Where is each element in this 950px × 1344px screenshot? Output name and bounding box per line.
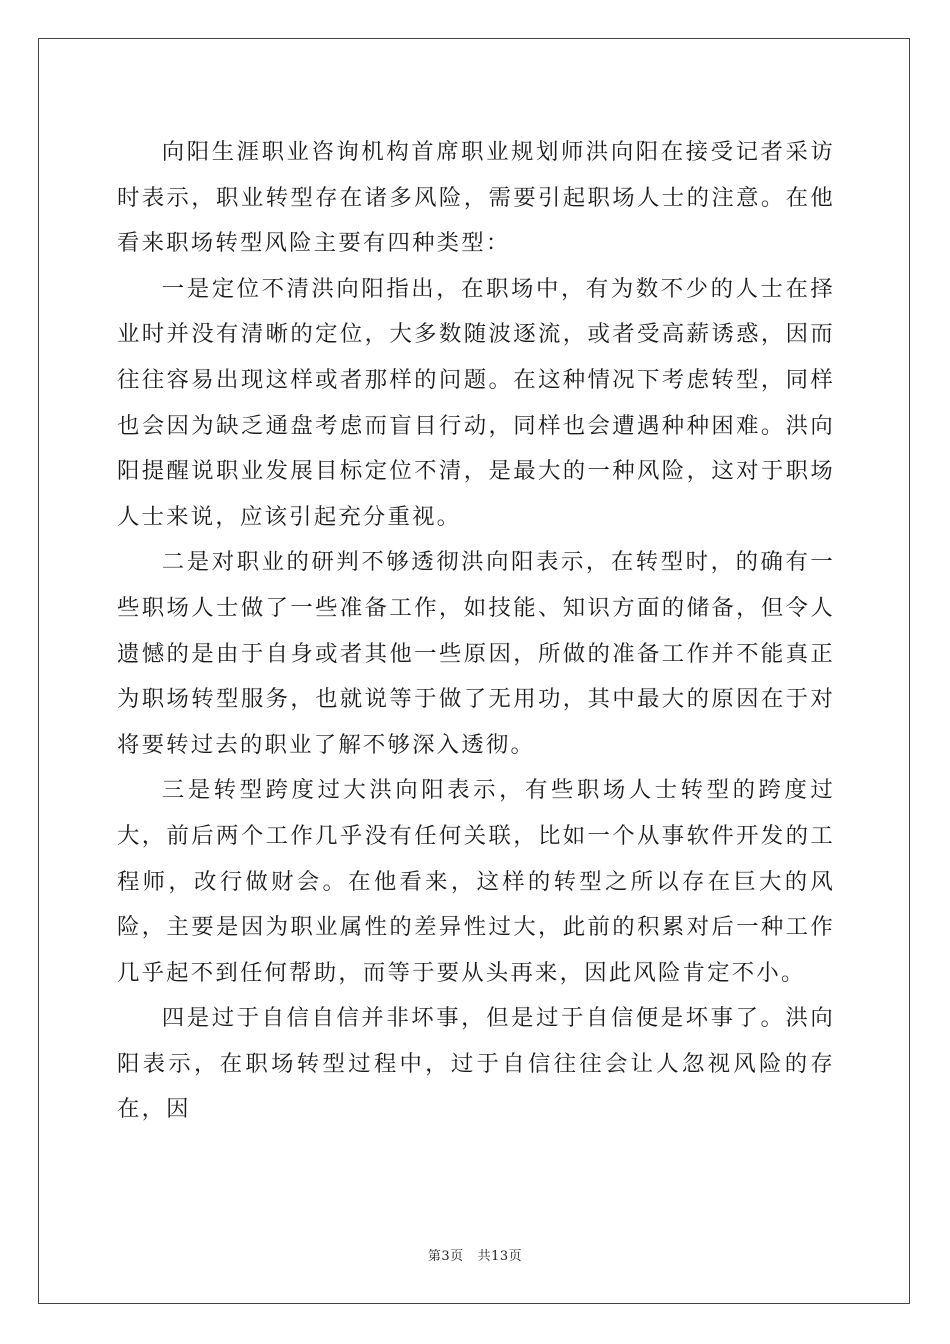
paragraph-risk-1: 一是定位不清洪向阳指出，在职场中，有为数不少的人士在择业时并没有清晰的定位，大多数随波逐流，或者受高薪诱惑，因而往往容易出现这样或者那样的问题。在这种情况下考虑转型，同样也会因为缺乏通盘考虑而盲目行动，同样也会遭遇种种困难。洪向阳提醒说职业发展目标定位不清，是最大的一种风险，这对于职场人士来说，应该引起充分重视。 — [117, 275, 835, 530]
page-number: 第3页 — [427, 1249, 464, 1264]
paragraph-risk-3: 三是转型跨度过大洪向阳表示，有些职场人士转型的跨度过大，前后两个工作几乎没有任何关联，比如一个从事软件开发的工程师，改行做财会。在他看来，这样的转型之所以存在巨大的风险，主要是因为职业属性的差异性过大，此前的积累对后一种工作几乎起不到任何帮助，而等于要从头再来，因此风险肯定不小。 — [117, 777, 835, 986]
page-total: 共13页 — [477, 1249, 523, 1264]
paragraph-risk-2: 二是对职业的研判不够透彻洪向阳表示，在转型时，的确有一些职场人士做了一些准备工作，如技能、知识方面的储备，但令人遗憾的是由于自身或者其他一些原因，所做的准备工作并不能真正为职场转型服务，也就说等于做了无用功，其中最大的原因在于对将要转过去的职业了解不够深入透彻。 — [117, 549, 835, 758]
paragraph-intro: 向阳生涯职业咨询机构首席职业规划师洪向阳在接受记者采访时表示，职业转型存在诸多风险，需要引起职场人士的注意。在他看来职场转型风险主要有四种类型： — [117, 139, 835, 257]
paragraph-risk-4: 四是过于自信自信并非坏事，但是过于自信便是坏事了。洪向阳表示，在职场转型过程中，过于自信往往会让人忽视风险的存在，因 — [117, 1005, 835, 1123]
page-footer — [0, 1245, 950, 1264]
document-body — [117, 130, 835, 1133]
